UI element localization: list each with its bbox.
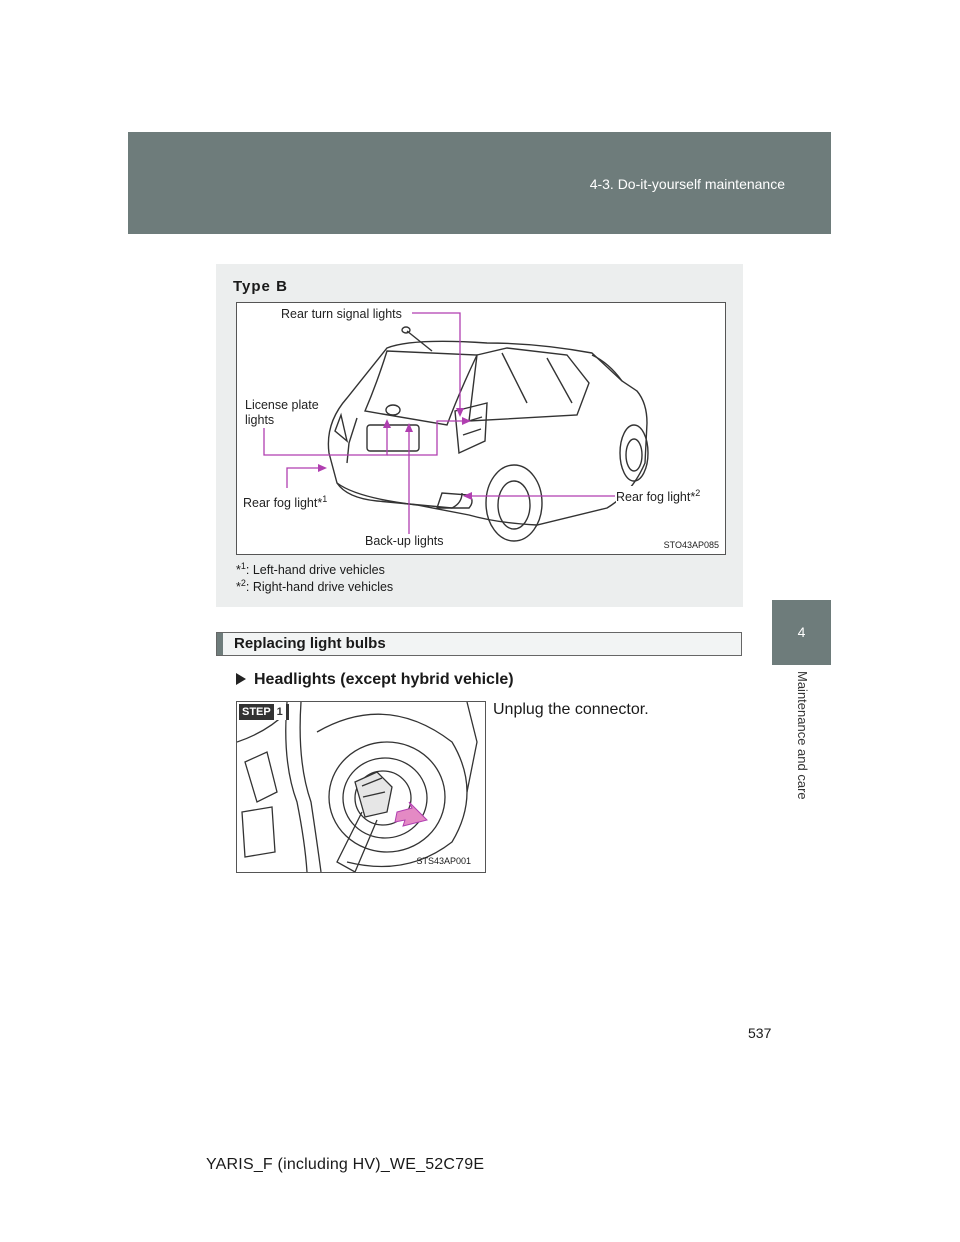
- figure-panel: [216, 264, 743, 607]
- footer-doc-id: YARIS_F (including HV)_WE_52C79E: [206, 1156, 485, 1173]
- chapter-tab-number: 4: [772, 600, 831, 665]
- label-rear-fog-left-sup: 1: [322, 494, 328, 504]
- label-rear-fog-right-text: Rear fog light*: [616, 490, 696, 505]
- section-heading-text: Replacing light bulbs: [234, 635, 386, 652]
- footnote-2: [236, 576, 393, 595]
- footnote-2-sup: 2: [240, 578, 246, 588]
- subsection-heading-text: Headlights (except hybrid vehicle): [254, 671, 514, 688]
- chapter-tab-text: Maintenance and care: [794, 671, 810, 800]
- label-license-line2: lights: [245, 413, 275, 427]
- footnote-1-text: : Left-hand drive vehicles: [245, 563, 385, 578]
- footnote-1-sup: 1: [240, 561, 246, 571]
- triangle-bullet-icon: [236, 673, 246, 685]
- section-heading-bar: [217, 633, 223, 655]
- figure-code: STO43AP085: [663, 540, 719, 550]
- label-rear-fog-right-sup: 2: [695, 488, 701, 498]
- step-number: 1: [274, 704, 286, 720]
- step-instruction: Unplug the connector.: [493, 701, 649, 718]
- label-rear-turn-signal: Rear turn signal lights: [281, 307, 402, 321]
- connector-drawing: [237, 702, 485, 872]
- car-drawing: [237, 303, 725, 554]
- step-illustration: [236, 701, 486, 873]
- label-license-line1: License plate: [245, 398, 319, 412]
- subsection-heading: [236, 671, 514, 689]
- label-rear-fog-left-text: Rear fog light*: [243, 496, 323, 511]
- label-backup-lights: Back-up lights: [365, 534, 444, 548]
- step-badge-label: STEP: [242, 706, 271, 718]
- section-title: 4-3. Do-it-yourself maintenance: [589, 176, 785, 192]
- step-badge: [239, 704, 289, 720]
- label-license-plate: [245, 398, 319, 428]
- label-rear-fog-left: [243, 492, 327, 511]
- footnote-2-text: : Right-hand drive vehicles: [245, 580, 394, 595]
- car-rear-illustration: [236, 302, 726, 555]
- section-heading: [216, 632, 742, 656]
- label-rear-fog-right: [616, 486, 700, 505]
- footnote-2-mark: *: [236, 580, 241, 595]
- chapter-tab-label: [772, 665, 831, 825]
- step-figure-code: STS43AP001: [416, 856, 471, 866]
- footnote-1-mark: *: [236, 563, 241, 578]
- figure-title: Type B: [233, 278, 288, 295]
- header-band: [128, 132, 831, 234]
- page-number: 537: [748, 1025, 772, 1041]
